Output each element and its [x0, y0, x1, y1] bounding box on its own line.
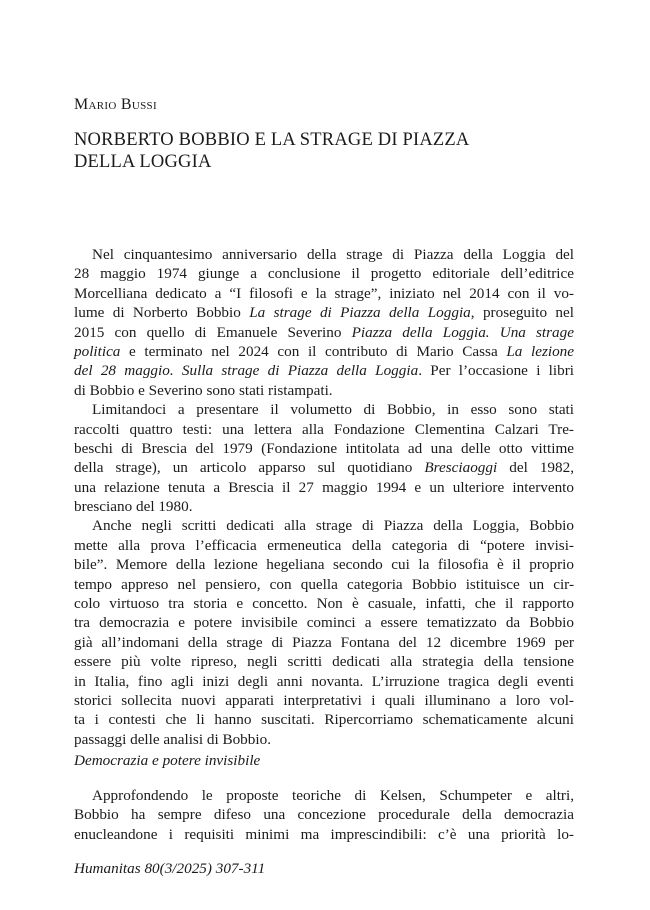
text-line: 2015 con quello di Emanuele Severino Piazza della Loggia. Una strage: [74, 323, 574, 341]
section-body: [74, 786, 574, 844]
journal-citation-footer: Humanitas 80(3/2025) 307-311: [74, 860, 266, 877]
text-line: Approfondendo le proposte teoriche di Kelsen, Schumpeter e altri,: [92, 787, 574, 804]
text-line: Bobbio ha sempre difeso una concezione procedurale della democrazia: [74, 806, 574, 824]
paragraph: [74, 516, 574, 749]
article-author: Mario Bussi: [74, 96, 157, 113]
text-line: Morcelliana dedicato a “I filosofi e la strage”, iniziato nel 2014 con il vo-: [74, 284, 574, 302]
text-line: una relazione tenuta a Brescia il 27 maggio 1994 e un ulteriore intervento: [74, 478, 574, 496]
text-line: passaggi delle analisi di Bobbio.: [74, 730, 271, 748]
text-line: enucleandone i requisiti minimi ma imprescindibili: c’è una priorità lo-: [74, 825, 574, 843]
paragraph: [74, 400, 574, 516]
paragraph: [74, 786, 574, 844]
text-line: beschi di Brescia del 1979 (Fondazione intitolata ad una delle otto vittime: [74, 439, 574, 457]
text-line: 28 maggio 1974 giunge a conclusione il progetto editoriale dell’editrice: [74, 265, 574, 283]
text-line: ta i contesti che li hanno suscitati. Ripercorriamo schematicamente alcuni: [74, 711, 574, 729]
text-line: bile”. Memore della lezione hegeliana secondo cui la filosofia è il proprio: [74, 556, 574, 574]
text-line: in Italia, fino agli inizi degli anni novanta. L’irruzione tragica degli eventi: [74, 672, 574, 690]
text-line: storici sollecita nuovi apparati interpretativi i quali illuminano a loro vol-: [74, 691, 574, 709]
text-line: di Bobbio e Severino sono stati ristampati.: [74, 381, 333, 399]
text-line: Nel cinquantesimo anniversario della strage di Piazza della Loggia del: [92, 246, 574, 263]
text-line: essere più volte ripreso, negli scritti dedicati alla strategia della tensione: [74, 653, 574, 671]
text-line: bresciano del 1980.: [74, 498, 193, 516]
text-line: già all’indomani della strage di Piazza Fontana del 12 dicembre 1969 per: [74, 633, 574, 651]
text-line: Limitandoci a presentare il volumetto di Bobbio, in esso sono stati: [92, 401, 574, 419]
article-title-line: NORBERTO BOBBIO E LA STRAGE DI PIAZZA: [74, 130, 470, 150]
section-heading: Democrazia e potere invisibile: [74, 752, 261, 769]
text-line: tra democrazia e potere invisibile cominci a essere tematizzato da Bobbio: [74, 614, 574, 632]
paragraph: [74, 245, 574, 400]
text-line: del 28 maggio. Sulla strage di Piazza della Loggia. Per l’occasione i libri: [74, 362, 574, 380]
text-line: lume di Norberto Bobbio La strage di Piazza della Loggia, proseguito nel: [74, 304, 574, 322]
article-title: [74, 129, 574, 173]
text-line: politica e terminato nel 2024 con il contributo di Mario Cassa La lezione: [74, 342, 574, 360]
text-line: colo virtuoso tra storia e concetto. Non è casuale, infatti, che il rapporto: [74, 595, 574, 613]
text-line: tempo appreso nel pensiero, con quella categoria Bobbio istituisce un cir-: [74, 575, 574, 593]
article-body: [74, 245, 574, 749]
text-line: della strage), un articolo apparso sul quotidiano Bresciaoggi del 1982,: [74, 459, 574, 477]
text-line: raccolti quattro testi: una lettera alla Fondazione Clementina Calzari Tre-: [74, 420, 574, 438]
text-line: Anche negli scritti dedicati alla strage di Piazza della Loggia, Bobbio: [92, 517, 574, 535]
text-line: mette alla prova l’efficacia ermeneutica della categoria di “potere invisi-: [74, 536, 574, 554]
article-title-line: DELLA LOGGIA: [74, 152, 212, 172]
